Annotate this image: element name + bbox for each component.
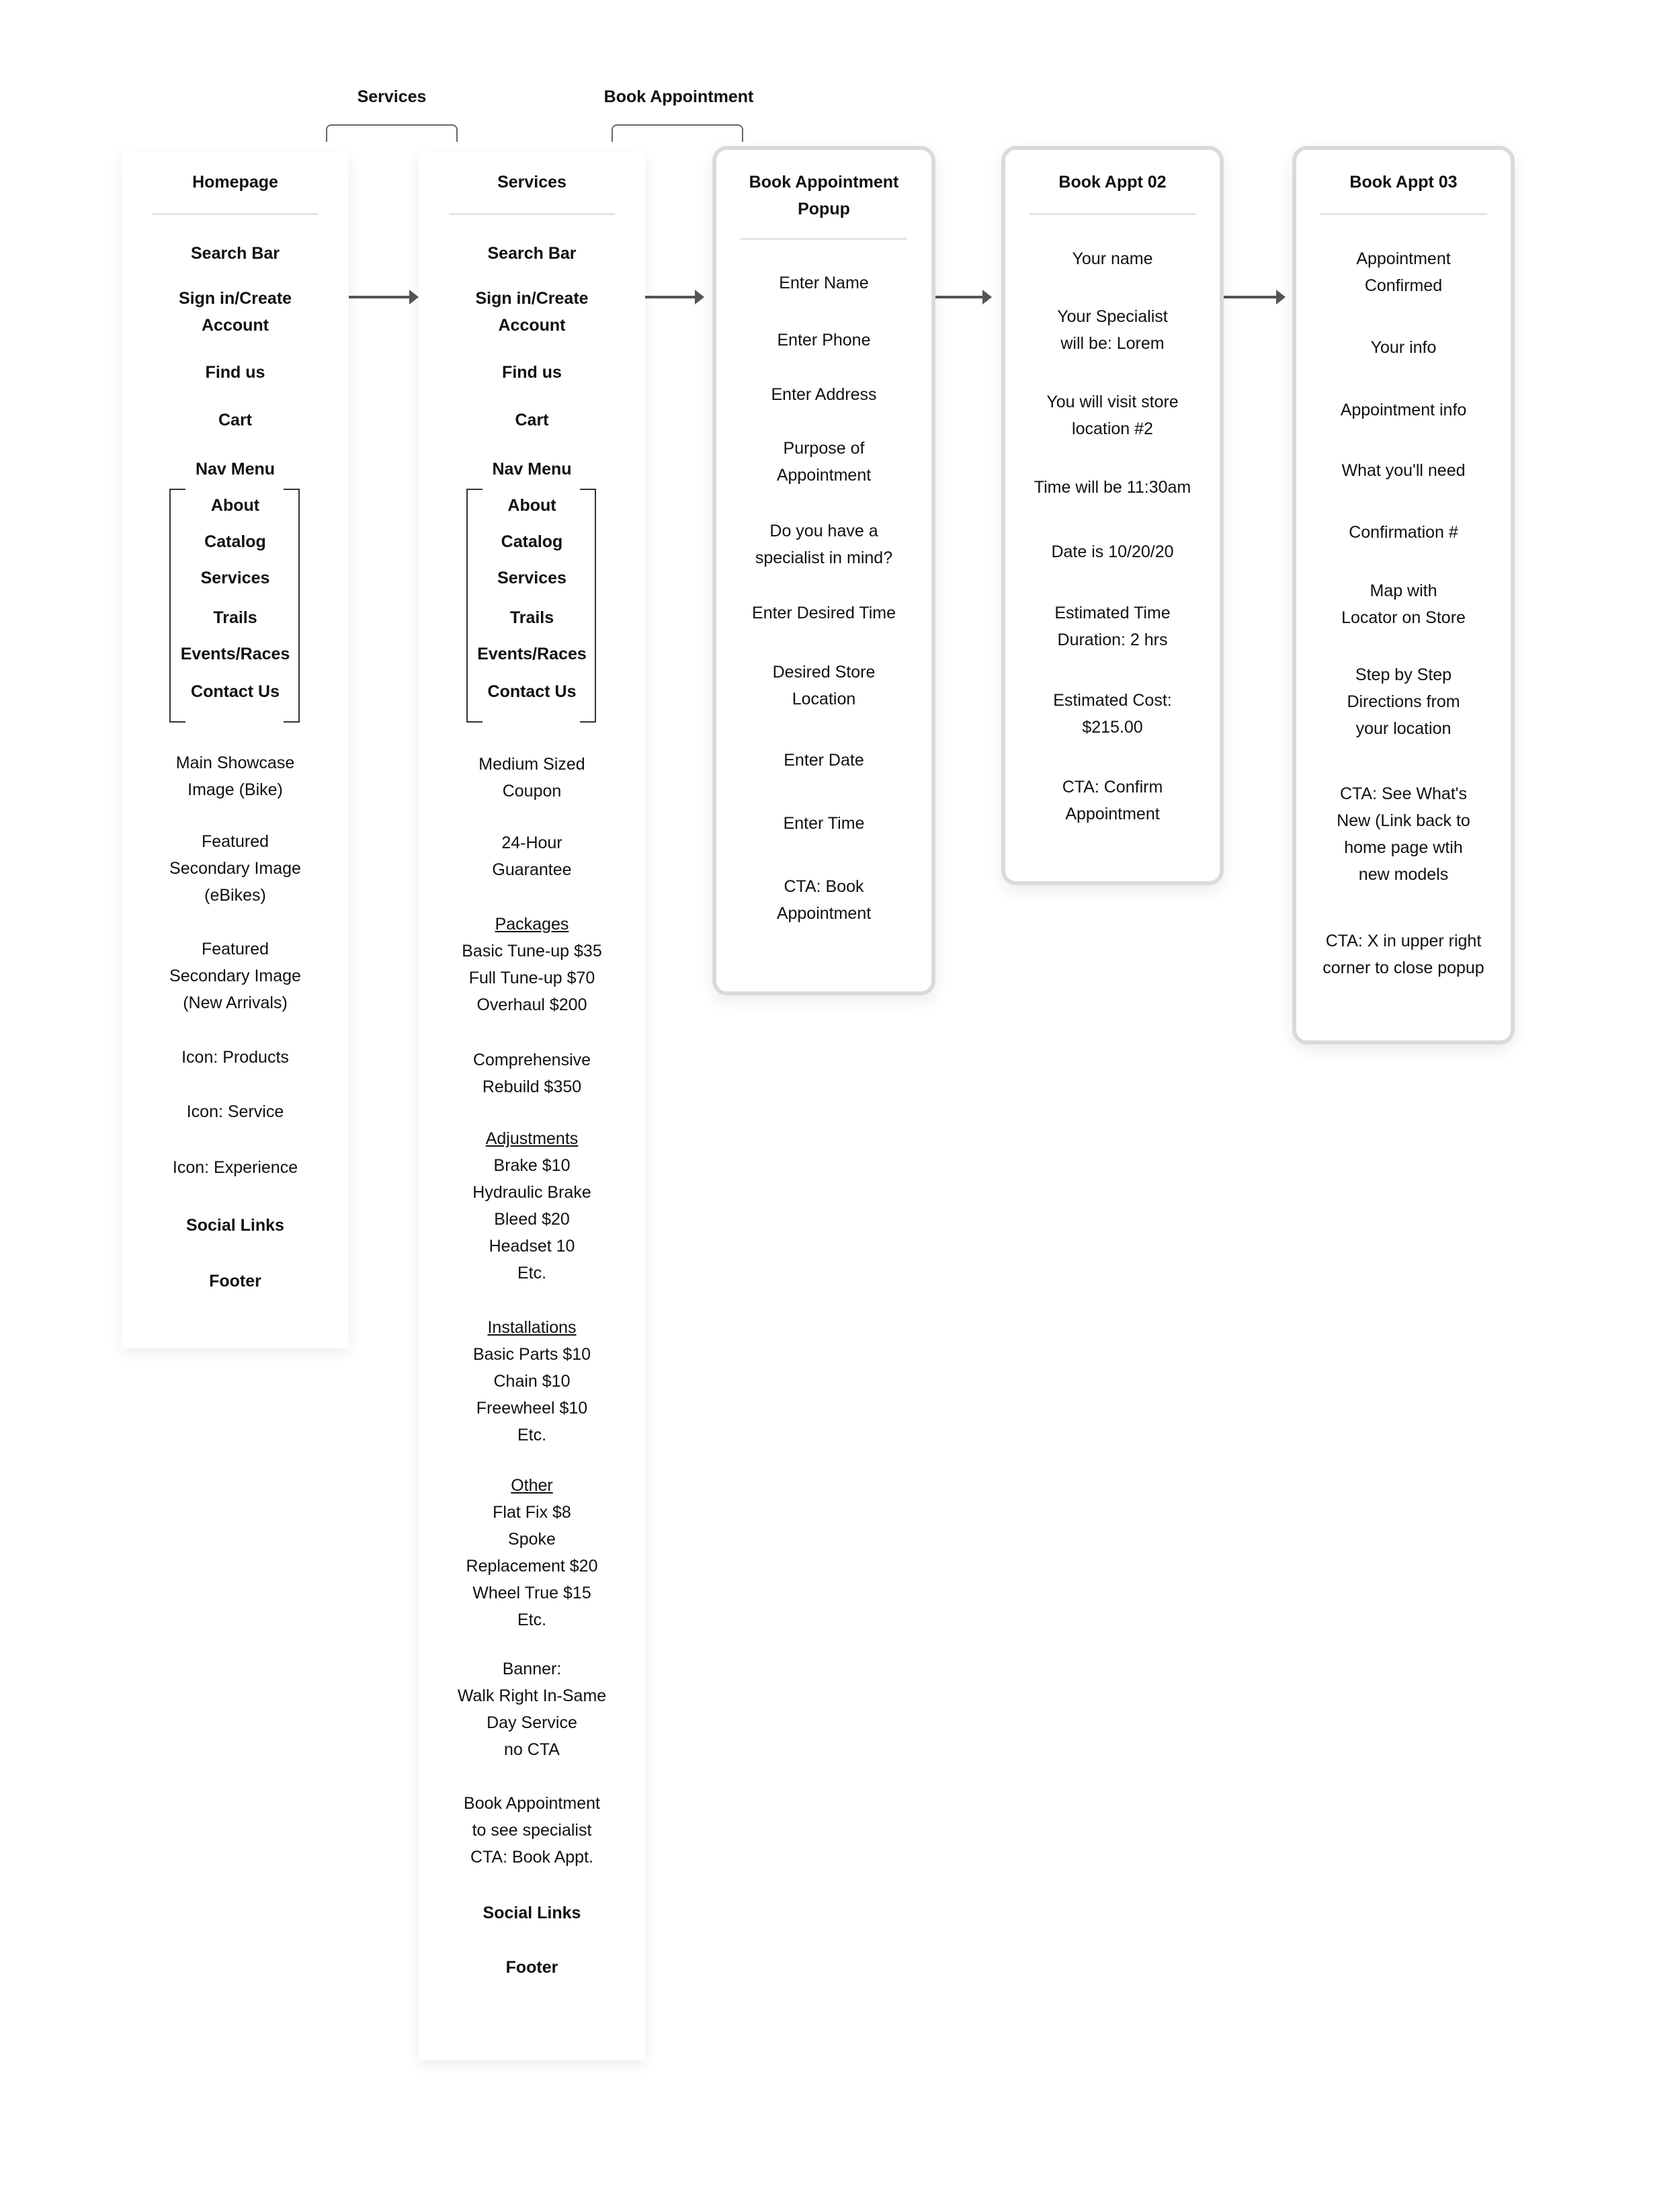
list-item — [716, 873, 931, 927]
item-line: Account — [498, 315, 566, 335]
item-line: Enter Address — [771, 385, 877, 405]
list-item — [1296, 577, 1511, 631]
item-line: Your info — [1370, 337, 1437, 357]
list-item — [419, 1125, 645, 1287]
item-line: Events/Races — [180, 644, 290, 663]
item-line: Services — [200, 569, 270, 588]
title-line: Book Appt 02 — [1058, 172, 1167, 192]
item-line: Sign in/Create — [475, 288, 589, 308]
services-card — [419, 151, 645, 2060]
list-item — [122, 492, 349, 519]
item-line: (New Arrivals) — [183, 993, 288, 1013]
item-line: Rebuild $350 — [482, 1077, 582, 1097]
title-line: Book Appt 03 — [1349, 172, 1458, 192]
arrow-popup-to-appt02 — [935, 296, 989, 298]
item-line: Desired Store — [772, 662, 876, 682]
nav-menu-bracket-left — [169, 489, 185, 723]
title-line: Services — [497, 172, 566, 192]
title-line: Popup — [798, 199, 850, 218]
list-item — [1005, 687, 1220, 741]
list-item — [122, 528, 349, 555]
section-heading: Adjustments — [485, 1129, 579, 1148]
item-line: to see specialist — [472, 1821, 592, 1840]
item-line: Overhaul $200 — [476, 995, 587, 1014]
card-title — [122, 169, 349, 196]
item-line: Estimated Cost: — [1053, 690, 1172, 710]
list-item — [1296, 780, 1511, 888]
item-line: Sign in/Create — [178, 288, 292, 308]
list-item — [1005, 303, 1220, 357]
list-item — [419, 492, 645, 519]
tab-label-book-appointment: Book Appointment — [603, 87, 754, 106]
nav-menu-bracket-right — [284, 489, 300, 723]
item-line: Main Showcase — [175, 753, 295, 773]
item-line: Enter Date — [784, 751, 864, 770]
nav-menu-bracket-right — [580, 489, 596, 723]
item-line: Enter Phone — [777, 331, 871, 350]
item-line: Replacement $20 — [466, 1557, 598, 1576]
list-item — [122, 678, 349, 705]
arrow-home-to-services — [349, 296, 416, 298]
list-item — [419, 1314, 645, 1448]
list-item — [419, 641, 645, 667]
list-item — [419, 678, 645, 705]
item-line: CTA: Confirm — [1062, 777, 1163, 797]
list-item — [122, 407, 349, 434]
item-line: Wheel True $15 — [472, 1584, 591, 1603]
book-appt-02-card — [1001, 146, 1224, 885]
item-line: Walk Right In-Same — [457, 1686, 607, 1706]
item-line: Basic Parts $10 — [472, 1344, 591, 1364]
list-item — [716, 518, 931, 571]
card-divider — [450, 213, 615, 215]
list-item — [419, 528, 645, 555]
item-line: Purpose of — [783, 438, 865, 458]
list-item — [1005, 474, 1220, 501]
item-line: Nav Menu — [195, 459, 276, 479]
list-item — [716, 270, 931, 296]
item-line: Appointment — [1356, 249, 1451, 269]
item-line: Icon: Service — [186, 1102, 284, 1122]
list-item — [1005, 389, 1220, 442]
item-line: Events/Races — [477, 644, 587, 663]
list-item — [419, 1472, 645, 1633]
item-line: Comprehensive — [472, 1051, 591, 1070]
item-line: $215.00 — [1082, 717, 1143, 737]
list-item — [419, 1900, 645, 1926]
list-item — [1296, 245, 1511, 299]
item-line: Footer — [209, 1272, 261, 1291]
item-line: Social Links — [186, 1215, 284, 1235]
item-line: Trails — [509, 608, 554, 627]
list-item — [1005, 538, 1220, 565]
list-item — [419, 1656, 645, 1763]
item-line: Your name — [1072, 249, 1153, 269]
item-line: Icon: Experience — [172, 1158, 298, 1178]
item-line: Full Tune-up $70 — [468, 968, 595, 987]
item-line: Directions from — [1347, 692, 1460, 712]
item-line: Services — [497, 569, 566, 588]
item-line: CTA: Book Appt. — [470, 1848, 593, 1867]
item-line: Contact Us — [487, 682, 577, 702]
item-line: Social Links — [482, 1903, 581, 1922]
item-line: will be: Lorem — [1060, 333, 1165, 353]
item-line: 24-Hour — [501, 833, 562, 853]
list-item — [1296, 661, 1511, 742]
list-item — [122, 1098, 349, 1125]
item-line: Duration: 2 hrs — [1057, 630, 1168, 650]
item-line: What you'll need — [1341, 460, 1466, 480]
card-title — [716, 169, 931, 222]
item-line: corner to close popup — [1322, 958, 1484, 977]
arrow-appt02-to-appt03 — [1224, 296, 1283, 298]
item-line: New (Link back to — [1337, 811, 1470, 831]
list-item — [419, 1790, 645, 1871]
item-line: Catalog — [204, 532, 266, 552]
item-line: Basic Tune-up $35 — [462, 941, 602, 961]
list-item — [122, 828, 349, 909]
item-line: Bleed $20 — [494, 1209, 570, 1229]
item-line: About — [507, 496, 556, 516]
item-line: Footer — [505, 1958, 558, 1977]
item-line: Confirmation # — [1349, 522, 1458, 542]
item-line: Image (Bike) — [187, 780, 283, 800]
item-line: Catalog — [501, 532, 563, 552]
list-item — [419, 240, 645, 267]
item-line: Appointment info — [1340, 401, 1467, 420]
list-item — [1296, 928, 1511, 981]
list-item — [122, 604, 349, 631]
item-line: Banner: — [502, 1660, 562, 1679]
item-line: no CTA — [504, 1740, 560, 1760]
item-line: Estimated Time — [1054, 604, 1171, 623]
item-line: home page wtih — [1344, 838, 1463, 858]
item-line: Search Bar — [487, 244, 577, 263]
list-item — [122, 565, 349, 591]
list-item — [716, 600, 931, 626]
list-item — [1005, 774, 1220, 827]
nav-menu-bracket-left — [466, 489, 482, 723]
item-line: Medium Sized — [478, 755, 585, 774]
item-line: Cart — [218, 410, 252, 430]
card-divider — [741, 238, 907, 240]
item-line: location #2 — [1072, 419, 1153, 438]
list-item — [122, 936, 349, 1016]
item-line: Enter Name — [779, 273, 869, 292]
item-line: About — [210, 496, 260, 516]
list-item — [419, 751, 645, 805]
list-item — [122, 1212, 349, 1239]
list-item — [122, 641, 349, 667]
item-line: Your Specialist — [1057, 307, 1168, 326]
list-item — [1296, 334, 1511, 361]
item-line: Guarantee — [492, 860, 572, 880]
list-item — [716, 327, 931, 354]
homepage-card — [122, 151, 349, 1348]
list-item — [1296, 457, 1511, 484]
list-item — [419, 829, 645, 883]
list-item — [419, 1954, 645, 1981]
item-line: specialist in mind? — [755, 548, 893, 567]
item-line: (eBikes) — [204, 886, 266, 905]
item-line: Featured — [201, 832, 269, 852]
list-item — [716, 810, 931, 837]
item-line: Find us — [205, 363, 265, 382]
item-line: Book Appointment — [464, 1794, 600, 1813]
item-line: Do you have a — [769, 521, 878, 540]
item-line: Enter Desired Time — [752, 604, 896, 623]
item-line: Secondary Image — [169, 967, 301, 986]
item-line: Headset 10 — [489, 1236, 575, 1256]
list-item — [122, 456, 349, 483]
list-item — [419, 285, 645, 339]
item-line: Account — [202, 315, 269, 335]
tab-book-appointment[interactable] — [612, 124, 743, 142]
item-line: your location — [1355, 719, 1452, 739]
item-line: Brake $10 — [493, 1155, 571, 1175]
list-item — [716, 747, 931, 774]
item-line: Confirmed — [1364, 276, 1443, 296]
list-item — [419, 565, 645, 591]
item-line: Appointment — [1065, 804, 1160, 823]
item-line: Contact Us — [191, 682, 280, 702]
item-line: Date is 10/20/20 — [1051, 542, 1174, 561]
item-line: CTA: X in upper right — [1325, 931, 1482, 950]
list-item — [122, 240, 349, 267]
list-item — [1005, 600, 1220, 653]
item-line: Freewheel $10 — [476, 1398, 588, 1418]
tab-services[interactable] — [326, 124, 458, 142]
item-line: Hydraulic Brake — [472, 1182, 591, 1202]
item-line: Find us — [502, 363, 562, 382]
card-title — [1296, 169, 1511, 196]
section-heading: Installations — [487, 1317, 577, 1337]
item-line: Etc. — [517, 1610, 547, 1630]
item-line: Icon: Products — [181, 1047, 289, 1067]
item-line: Secondary Image — [169, 859, 301, 879]
item-line: Locator on Store — [1341, 608, 1466, 628]
item-line: Coupon — [502, 782, 562, 801]
item-line: CTA: See What's — [1339, 784, 1468, 804]
item-line: Step by Step — [1355, 665, 1452, 685]
list-item — [122, 285, 349, 339]
book-appointment-popup-card — [712, 146, 935, 995]
card-divider — [153, 213, 318, 215]
list-item — [419, 1047, 645, 1100]
item-line: Map with — [1370, 581, 1437, 601]
list-item — [122, 1154, 349, 1181]
card-divider — [1320, 213, 1487, 215]
card-title — [419, 169, 645, 196]
item-line: Trails — [213, 608, 257, 627]
tab-label-services: Services — [357, 87, 427, 106]
list-item — [419, 456, 645, 483]
item-line: Appointment — [776, 903, 872, 923]
item-line: You will visit store — [1046, 392, 1179, 411]
list-item — [419, 911, 645, 1018]
item-line: new models — [1358, 865, 1449, 885]
item-line: Featured — [201, 940, 269, 959]
book-appt-03-card — [1292, 146, 1515, 1045]
list-item — [716, 435, 931, 489]
list-item — [122, 749, 349, 803]
item-line: Spoke — [508, 1530, 556, 1549]
item-line: Etc. — [517, 1263, 547, 1282]
list-item — [716, 381, 931, 408]
section-heading: Other — [511, 1476, 553, 1496]
item-line: Flat Fix $8 — [493, 1503, 571, 1522]
item-line: Time will be 11:30am — [1034, 477, 1191, 497]
item-line: Etc. — [517, 1425, 547, 1444]
item-line: Enter Time — [783, 813, 865, 833]
card-title — [1005, 169, 1220, 196]
list-item — [122, 359, 349, 386]
item-line: Chain $10 — [493, 1371, 571, 1391]
title-line: Homepage — [192, 172, 278, 192]
item-line: CTA: Book — [784, 876, 864, 896]
item-line: Day Service — [487, 1713, 577, 1733]
card-divider — [1030, 213, 1196, 215]
list-item — [716, 659, 931, 712]
item-line: Appointment — [776, 465, 872, 485]
list-item — [1005, 245, 1220, 272]
arrow-services-to-popup — [645, 296, 702, 298]
section-heading: Packages — [495, 914, 569, 934]
item-line: Location — [792, 689, 856, 708]
list-item — [122, 1268, 349, 1295]
list-item — [1296, 519, 1511, 546]
list-item — [122, 1044, 349, 1071]
list-item — [419, 407, 645, 434]
title-line: Book Appointment — [749, 172, 899, 192]
item-line: Cart — [515, 410, 549, 430]
list-item — [1296, 397, 1511, 423]
item-line: Search Bar — [190, 244, 280, 263]
list-item — [419, 359, 645, 386]
list-item — [419, 604, 645, 631]
item-line: Nav Menu — [492, 459, 572, 479]
